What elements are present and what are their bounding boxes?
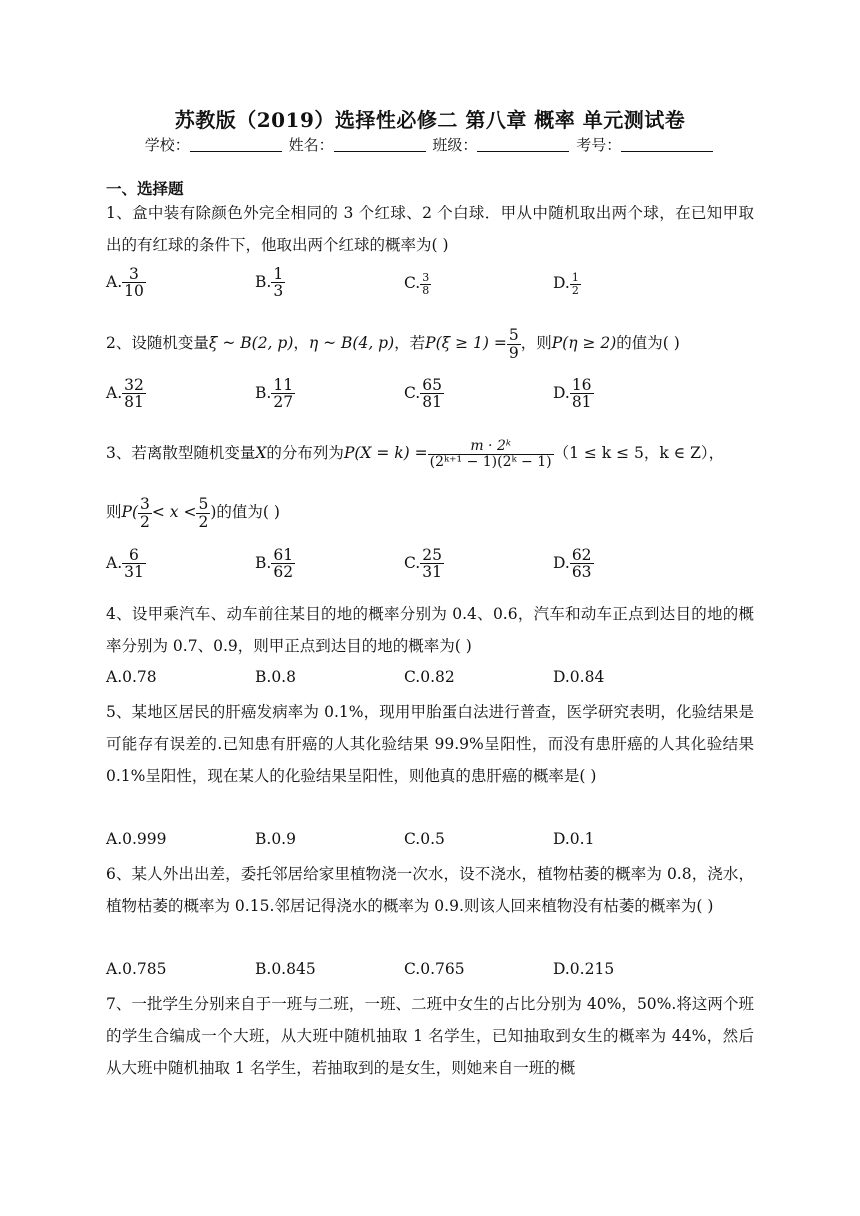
student-info-line [0, 134, 860, 155]
option-fraction [122, 547, 146, 581]
class-label: 班级： [432, 136, 478, 154]
school-label: 学校： [144, 136, 190, 154]
q2-p-eta: P(η ≥ 2) [551, 334, 617, 352]
denominator: 9 [508, 343, 519, 362]
question-3-options [106, 547, 756, 591]
q6-option-a[interactable]: A.0.785 [106, 960, 167, 978]
q3-condition: （1 ≤ k ≤ 5，k ∈ Z）， [553, 444, 725, 462]
question-1-text: 1、盒中装有除颜色外完全相同的 3 个红球、2 个白球．甲从中随机取出两个球，在已知甲取出的有红球的条件下，他取出两个红球的概率为( ) [106, 204, 754, 254]
numerator: 61 [273, 546, 294, 564]
q2-eta-distribution: η ~ B(4, p) [308, 334, 395, 352]
denominator: (2ᵏ⁺¹ − 1)(2ᵏ − 1) [429, 453, 552, 470]
numerator: 3 [422, 271, 430, 284]
q3-option-a[interactable] [106, 547, 146, 581]
question-1-options [106, 266, 756, 310]
option-label: A. [106, 272, 123, 291]
option-label: D. [553, 553, 570, 572]
q4-option-c[interactable]: C.0.82 [404, 668, 455, 686]
denominator: 81 [422, 393, 442, 412]
q3-lead: 3、若离散型随机变量 [106, 444, 256, 462]
name-blank[interactable] [334, 136, 426, 152]
q2-lead: 2、设随机变量 [106, 334, 209, 352]
numerator: m · 2ᵏ [428, 439, 554, 455]
q3-mid: 的分布列为 [266, 444, 344, 462]
q4-option-d[interactable]: D.0.84 [553, 668, 605, 686]
q3-lower-fraction [138, 496, 152, 530]
q3-variable: X [255, 444, 267, 462]
denominator: 2 [198, 512, 209, 531]
option-label: C. [404, 553, 421, 572]
option-fraction [420, 377, 444, 411]
denominator: 10 [124, 282, 144, 301]
numerator: 25 [422, 546, 442, 564]
question-4-options [106, 668, 756, 692]
class-blank[interactable] [477, 136, 569, 152]
page-title: 苏教版（2019）选择性必修二 第八章 概率 单元测试卷 [174, 108, 686, 132]
option-fraction [271, 547, 295, 581]
q5-option-b[interactable]: B.0.9 [255, 830, 296, 848]
q2-option-d[interactable] [553, 377, 594, 411]
denominator: 81 [571, 393, 592, 412]
question-6-text: 6、某人外出出差，委托邻居给家里植物浇一次水，设不浇水，植物枯萎的概率为 0.8，浇水，植物枯萎的概率为 0.15.邻居记得浇水的概率为 0.9.则该人回来植物没有枯萎的概率为( ) [106, 865, 754, 915]
question-2-options [106, 377, 756, 421]
numerator: 1 [571, 271, 579, 284]
numerator: 3 [140, 495, 150, 514]
q3-tail: 的值为( ) [216, 503, 280, 521]
numerator: 65 [422, 376, 442, 394]
q2-then: ，则 [520, 334, 552, 352]
option-label: D. [553, 274, 570, 293]
q2-xi-distribution: ξ ~ B(2, p) [208, 334, 294, 352]
q2-option-a[interactable] [106, 377, 146, 411]
q2-separator: ， [293, 334, 309, 352]
q4-option-a[interactable]: A.0.78 [106, 668, 157, 686]
option-fraction [570, 272, 581, 296]
option-fraction [271, 377, 295, 411]
q6-option-c[interactable]: C.0.765 [404, 960, 465, 978]
question-7-text: 7、一批学生分别来自于一班与二班，一班、二班中女生的占比分别为 40%，50%.将这两个班的学生合编成一个大班，从大班中随机抽取 1 名学生，已知抽取到女生的概率为 44%，然后从大班中随机抽取 1 名学生，若抽取到的是女生，则她来自一班的概 [106, 995, 754, 1077]
option-fraction [271, 266, 285, 300]
q1-option-b[interactable] [255, 266, 285, 300]
q2-option-c[interactable] [404, 377, 444, 411]
q5-option-a[interactable]: A.0.999 [106, 830, 167, 848]
q3-inequality: < x < [151, 503, 197, 521]
denominator: 31 [124, 563, 144, 582]
option-fraction [420, 547, 444, 581]
q2-tail: 的值为( ) [616, 334, 680, 352]
option-label: D. [553, 383, 570, 402]
question-2-text [106, 321, 754, 365]
option-label: C. [404, 274, 421, 293]
question-5-text: 5、某地区居民的肝癌发病率为 0.1%，现用甲胎蛋白法进行普查，医学研究表明，化验结果是可能存有误差的.已知患有肝癌的人其化验结果 99.9%呈阳性，而没有患肝癌的人其化验结果 0.1%呈阳性，现在某人的化验结果呈阳性，则他真的患肝癌的概率是( ) [106, 703, 754, 785]
denominator: 27 [273, 393, 294, 412]
q5-option-c[interactable]: C.0.5 [404, 830, 445, 848]
q2-fraction [507, 327, 521, 361]
numerator: 5 [198, 495, 209, 514]
numerator: 1 [273, 265, 284, 283]
q3-option-d[interactable] [553, 547, 594, 581]
q1-option-a[interactable] [106, 266, 146, 300]
q3-option-b[interactable] [255, 547, 295, 581]
denominator: 8 [422, 283, 430, 297]
denominator: 3 [273, 282, 284, 301]
exam-no-label: 考号： [576, 136, 622, 154]
denominator: 63 [571, 563, 592, 582]
q1-option-c[interactable] [404, 272, 431, 296]
option-fraction [570, 377, 594, 411]
q3-line2-lead: 则 [106, 503, 122, 521]
q2-if: ，若 [394, 334, 426, 352]
name-label: 姓名： [288, 136, 334, 154]
question-3-text-line-2 [106, 490, 754, 534]
option-label: C. [404, 383, 421, 402]
question-3-text [106, 428, 766, 478]
q4-option-b[interactable]: B.0.8 [255, 668, 296, 686]
numerator: 6 [122, 547, 146, 564]
q3-upper-fraction [196, 496, 210, 530]
question-4-text: 4、设甲乘汽车、动车前往某目的地的概率分别为 0.4、0.6，汽车和动车正点到达目的地的概率分别为 0.7、0.9，则甲正点到达目的地的概率为( ) [106, 605, 754, 655]
numerator: 32 [124, 376, 144, 394]
q1-option-d[interactable] [553, 272, 581, 296]
option-label: A. [106, 553, 123, 572]
option-fraction [420, 272, 431, 296]
option-label: B. [255, 383, 272, 402]
q6-option-d[interactable]: D.0.215 [553, 960, 615, 978]
q3-option-c[interactable] [404, 547, 444, 581]
q3-p-x: P(X = k) = [343, 444, 428, 462]
denominator: 31 [422, 563, 442, 582]
option-fraction [122, 377, 146, 411]
q3-distribution-fraction [428, 439, 554, 469]
option-label: A. [106, 383, 123, 402]
q2-option-b[interactable] [255, 377, 295, 411]
option-fraction [122, 266, 146, 300]
q3-p-close: ) [210, 503, 217, 521]
q6-option-b[interactable]: B.0.845 [255, 960, 316, 978]
numerator: 62 [571, 546, 592, 564]
question-6-options [106, 960, 756, 984]
option-label: B. [255, 553, 272, 572]
denominator: 62 [273, 563, 294, 582]
exam-no-blank[interactable] [621, 136, 713, 152]
option-label: B. [255, 272, 272, 291]
question-5-options [106, 830, 756, 854]
denominator: 81 [124, 393, 144, 412]
option-fraction [570, 547, 594, 581]
section-heading: 一、选择题 [106, 179, 184, 198]
numerator: 3 [122, 266, 146, 283]
q3-p-open: P( [121, 503, 138, 521]
denominator: 2 [140, 512, 150, 531]
school-blank[interactable] [190, 136, 282, 152]
q5-option-d[interactable]: D.0.1 [553, 830, 595, 848]
numerator: 5 [508, 326, 519, 345]
q2-p-xi: P(ξ ≥ 1) = [425, 334, 507, 352]
denominator: 2 [571, 283, 579, 297]
numerator: 16 [571, 376, 592, 394]
numerator: 11 [273, 376, 294, 394]
